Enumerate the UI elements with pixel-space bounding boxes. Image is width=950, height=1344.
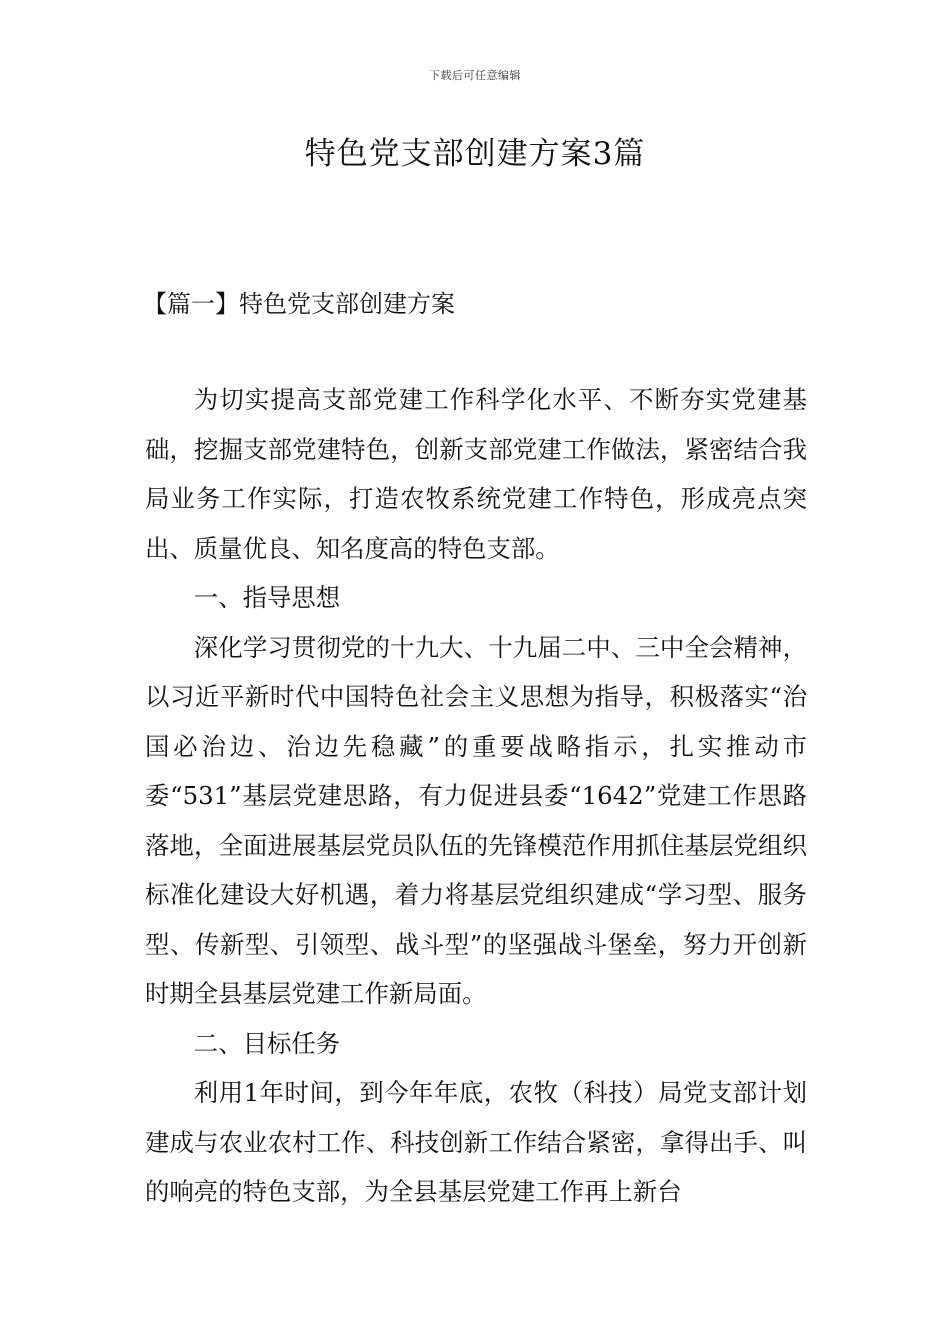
- part-heading: 【篇一】特色党支部创建方案: [143, 290, 455, 318]
- guiding-ideology-paragraph: 深化学习贯彻党的十九大、十九届二中、三中全会精神，以习近平新时代中国特色社会主义思想为指导，积极落实“治国必治边、治边先稳藏”的重要战略指示，扎实推动市委“531”基层党建思路，有力促进县委“1642”党建工作思路落地，全面进展基层党员队伍的先锋模范作用抓住基层党组织标准化建设大好机遇，着力将基层党组织建成“学习型、服务型、传新型、引领型、战斗型”的坚强战斗堡垒，努力开创新时期全县基层党建工作新局面。: [145, 632, 807, 1008]
- intro-paragraph: 为切实提高支部党建工作科学化水平、不断夯实党建基础，挖掘支部党建特色，创新支部党建工作做法，紧密结合我局业务工作实际，打造农牧系统党建工作特色，形成亮点突出、质量优良、知名度高的特色支部。: [145, 385, 807, 563]
- header-note: 下载后可任意编辑: [429, 69, 521, 82]
- heading-guiding-ideology: 一、指导思想: [193, 583, 341, 612]
- target-tasks-paragraph: 利用1年时间，到今年年底，农牧（科技）局党支部计划建成与农业农村工作、科技创新工作结合紧密，拿得出手、叫的响亮的特色支部，为全县基层党建工作再上新台: [145, 1078, 807, 1206]
- document-body: [145, 375, 807, 1217]
- heading-target-tasks: 二、目标任务: [193, 1028, 341, 1058]
- document-title: 特色党支部创建方案3篇: [304, 136, 646, 172]
